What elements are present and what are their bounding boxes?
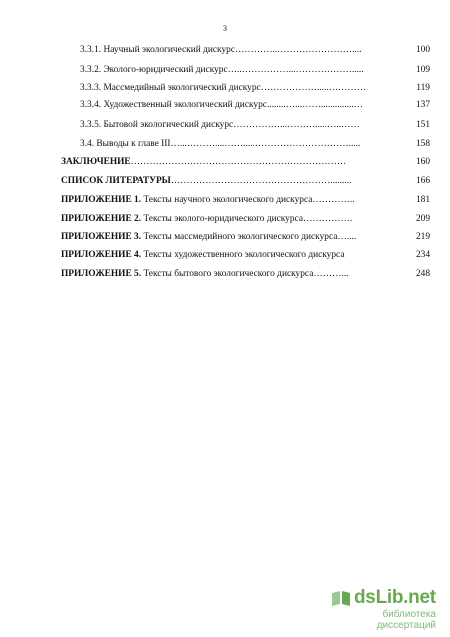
toc-row [0,62,450,78]
toc-entry-page: 219 [415,232,430,242]
toc-entry-text: 3.3.4. Художественный экологический дискурс........…...……..............… [80,100,364,110]
watermark-subtitle: библиотека диссертаций [376,609,436,631]
toc-entry [61,154,398,170]
toc-row [0,173,450,189]
toc-row [0,154,450,170]
toc-entry-heading: ПРИЛОЖЕНИЕ 4. [61,250,142,260]
page-number: 3 [223,24,227,33]
toc-row [0,117,450,133]
toc-entry-text: Тексты массмедийного экологического дискурса….... [141,232,357,242]
toc-entry-text: Тексты научного экологического дискурса………….. [141,195,355,205]
watermark-brand: dsLib.net [354,587,436,608]
toc-entry-text: 3.4. Выводы к главе III…...………....…….....…………………………..... [80,139,361,149]
toc-entry-page: 119 [416,83,430,93]
toc-row [0,192,450,208]
toc-entry-text: ……………………………………………......... [170,176,352,186]
toc-row [0,229,450,245]
toc-entry-text: 3.3.2. Эколого-юридический дискурс…..……………...………………..... [80,65,364,75]
watermark[interactable] [326,587,436,631]
toc-entry-heading: ЗАКЛЮЧЕНИЕ [61,157,131,167]
book-icon [330,589,352,607]
toc-entry-page: 166 [415,176,430,186]
toc-row [0,136,450,152]
toc-entry-page: 248 [415,269,430,279]
toc-entry-page: 234 [415,250,430,260]
toc-entry-text: Тексты эколого-юридического дискурса……………. [141,214,353,224]
toc-entry-text: 3.3.3. Массмедийный экологический дискурс……………….....………… [80,83,367,93]
toc-row [0,247,450,263]
toc-entry-text: 3.3.5. Бытовой экологический дискурс……………...……….....…..…… [80,120,360,130]
toc-entry-page: 181 [415,195,430,205]
toc-entry [61,266,398,282]
toc-entry-page: 160 [415,157,430,167]
toc-entry-page: 151 [415,120,430,130]
toc-entry-page: 158 [415,139,430,149]
toc-entry-text: Тексты бытового экологического дискурса………... [141,269,349,279]
toc-entry-page: 100 [415,45,430,55]
toc-entry-page: 209 [415,214,430,224]
toc-row [0,97,450,113]
toc-entry-text: 3.3.1. Научный экологический дискурс…………..…………………….... [80,45,362,55]
toc-row [0,80,450,96]
toc-row [0,42,450,58]
toc-entry-heading: ПРИЛОЖЕНИЕ 5. [61,269,142,279]
toc-entry [61,192,398,208]
toc-entry-heading: СПИСОК ЛИТЕРАТУРЫ [61,176,171,186]
toc-entry [61,211,398,227]
toc-row [0,211,450,227]
toc-entry [61,247,398,263]
toc-entry-heading: ПРИЛОЖЕНИЕ 3. [61,232,142,242]
toc-entry-heading: ПРИЛОЖЕНИЕ 2. [61,214,142,224]
toc-row [0,266,450,282]
toc-entry-page: 109 [415,65,430,75]
toc-entry-text: Тексты художественного экологического дискурса [141,250,345,260]
toc-entry-heading: ПРИЛОЖЕНИЕ 1. [61,195,142,205]
toc-entry [61,173,398,189]
toc-entry [61,229,398,245]
toc-entry-page: 137 [415,100,430,110]
toc-entry-text: …………………………………………………………… [130,157,347,167]
